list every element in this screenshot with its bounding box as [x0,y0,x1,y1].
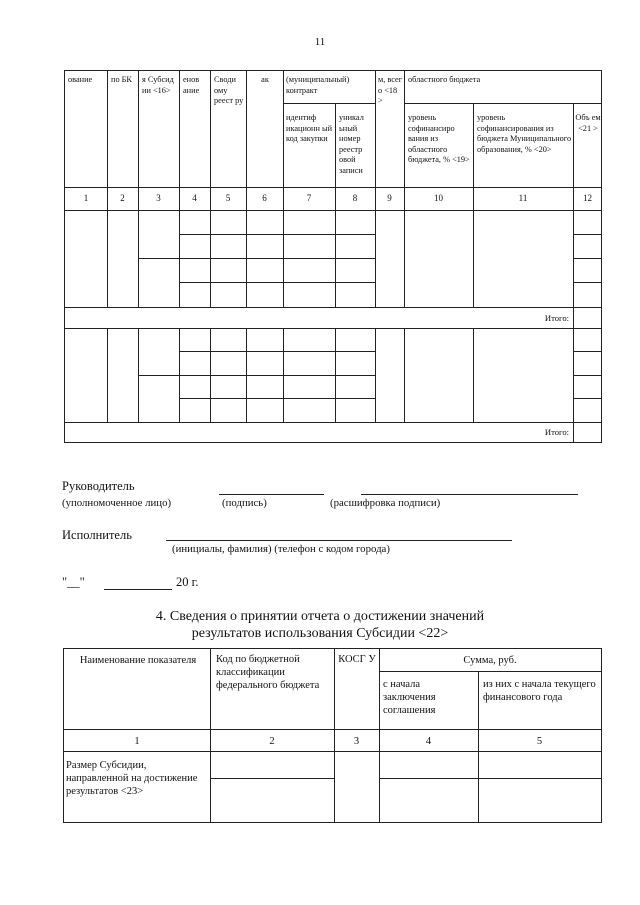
header-c10: уровень софинансиро вания из областного бюджета, % <19> [408,113,470,165]
header-c7: идентиф икационн ый код закупки [286,113,333,144]
head-label: Руководитель [62,479,135,493]
column-number: 4 [192,193,197,203]
column-number: 12 [583,193,592,203]
executor-captions: (инициалы, фамилия) (телефон с кодом города) [172,543,390,555]
total-label: Итого: [544,313,569,323]
table-line [573,375,602,376]
column-number: 10 [434,193,443,203]
table-line [138,375,375,376]
column-number: 2 [269,736,275,747]
column-number: 6 [262,193,267,203]
head-sublabel: (уполномоченное лицо) [62,497,172,509]
section-title-line1: 4. Сведения о принятии отчета о достижении значений [155,609,485,624]
table-line [65,187,602,188]
report-acceptance-table [63,648,602,823]
table-line [573,103,574,442]
table-line [107,328,108,422]
decoding-line [361,494,578,495]
header-sum-year: из них с начала текущего финансового года [483,679,596,703]
table-line [179,282,375,283]
signature-caption: (подпись) [222,497,267,509]
date-quote: "__" [62,575,85,589]
header-c4: енов ание [183,75,200,95]
table-line [65,422,602,423]
table-line [179,398,375,399]
header-c12: Объ ем <21 > [575,113,601,133]
header-c6: ак [261,75,269,84]
column-number: 1 [134,736,140,747]
signature-line [219,494,324,495]
column-number: 11 [518,193,528,203]
header-c8: уникал ьный номер реестр овой записи [339,113,364,175]
section-title-line2: результатов использования Субсидии <22> [191,626,449,641]
decoding-caption: (расшифровка подписи) [330,497,441,509]
column-number: 9 [387,193,392,203]
table-line [379,778,601,779]
table-line [138,258,375,259]
table-line [573,234,602,235]
header-c5: Своди ому реест ру [214,75,244,106]
table-line [65,210,602,211]
header-c2: по БК [111,75,132,84]
header-regional-budget: областного бюджета [408,75,481,84]
column-number: 3 [156,193,161,203]
column-number: 4 [425,736,432,747]
header-code: Код по бюджетной классификации федерального бюджета [216,654,320,691]
executor-label: Исполнитель [62,528,132,542]
column-number: 3 [353,736,360,747]
header-kosgu: КОСГ У [338,654,376,665]
table-line [65,328,602,329]
table-line [375,71,376,307]
table-line [404,103,602,104]
table-line [473,328,474,422]
table-line [246,71,247,307]
header-name: Наименование показателя [79,655,197,666]
column-number: 2 [120,193,125,203]
table-line [107,71,108,307]
report-table [64,70,602,443]
table-line [473,103,474,307]
header-sum-from-start: с начала заключения соглашения [383,679,436,716]
table-line [179,351,375,352]
table-line [65,307,602,308]
header-c11: уровень софинансирования из бюджета Муниципального образования, % <20> [477,113,572,154]
table-line [573,258,602,259]
header-c9: м, всег о <18 > [378,75,403,106]
table-line [210,71,211,307]
table-line [64,729,601,730]
table-line [379,671,601,672]
table-line [179,71,180,307]
column-number: 7 [306,193,312,203]
table-line [404,71,405,307]
table-line [138,71,139,307]
header-c1: ование [68,75,93,84]
table-line [283,103,375,104]
date-year: 20 г. [176,575,199,589]
table-line [64,751,601,752]
table-line [210,778,334,779]
header-contract: (муниципальный) контракт [286,75,350,95]
executor-line [166,540,512,541]
date-line [104,589,172,590]
column-number: 5 [225,193,231,203]
page-number: 11 [314,36,326,48]
header-sum: Сумма, руб. [463,655,517,666]
table-line [573,282,602,283]
column-number: 5 [536,736,543,747]
column-number: 8 [352,193,358,203]
table-line [573,351,602,352]
column-number: 1 [83,193,89,203]
section-title [0,608,640,642]
table-line [335,103,336,307]
table-line [573,398,602,399]
table-line [283,71,284,307]
header-c3: я Субсид ии <16> [142,75,174,95]
table-line [375,328,376,422]
table-line [404,328,405,422]
row-label: Размер Субсидии, направленной на достижение результатов <23> [66,760,198,797]
table-line [179,234,375,235]
total-label: Итого: [544,427,569,437]
